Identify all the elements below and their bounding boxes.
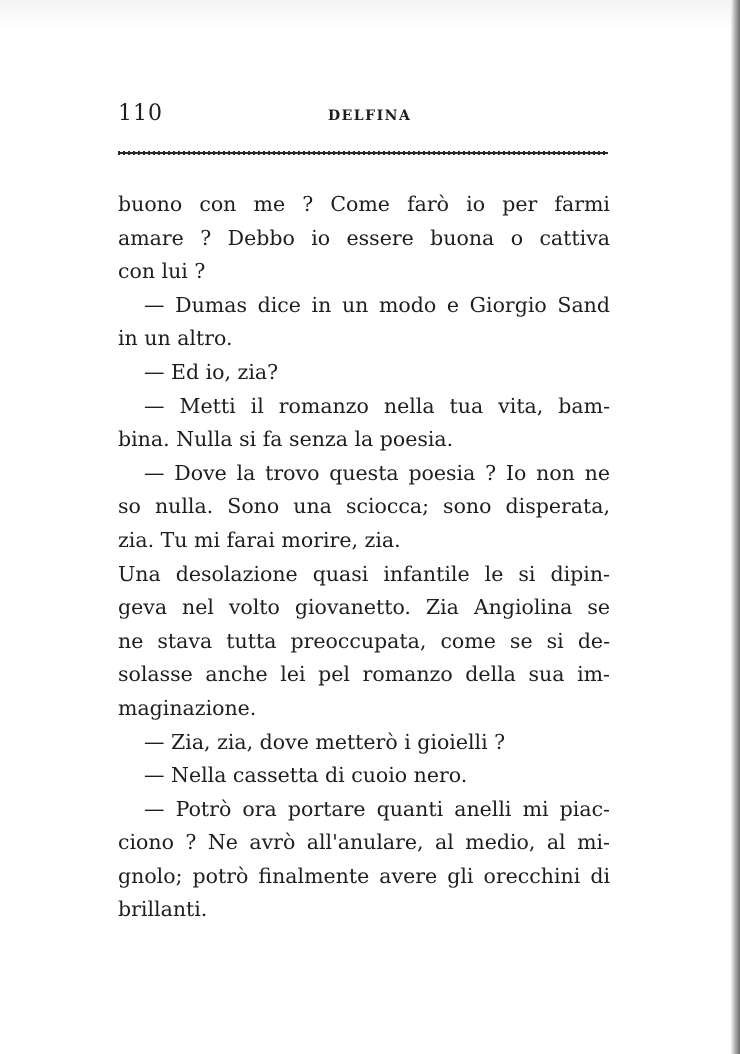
text-line: — Metti il romanzo nella tua vita, bam- (144, 393, 610, 418)
text-line: geva nel volto giovanetto. Zia Angiolina se (118, 595, 610, 620)
text-line: — Nella cassetta di cuoio nero. (144, 763, 468, 788)
text-line: in un altro. (118, 326, 233, 351)
decorative-border (118, 148, 608, 158)
text-line: — Dove la trovo questa poesia ? Io non ne (144, 460, 610, 485)
text-line: — Ed io, zia? (144, 359, 279, 384)
page-top-shading (0, 0, 740, 30)
text-line: ciono ? Ne avrò all'anulare, al medio, al mi- (118, 830, 610, 855)
body-text (118, 188, 610, 927)
text-line: amare ? Debbo io essere buona o cattiva (118, 225, 610, 250)
page-number: 110 (118, 101, 163, 126)
text-line: buono con me ? Come farò io per farmi (118, 192, 610, 216)
text-line: — Zia, zia, dove metterò i gioielli ? (144, 729, 506, 754)
page-header (118, 101, 608, 135)
text-line: bina. Nulla si fa senza la poesia. (118, 427, 454, 452)
text-line: brillanti. (118, 897, 208, 922)
text-line: solasse anche lei pel romanzo della sua im- (118, 662, 610, 687)
text-line: zia. Tu mi farai morire, zia. (118, 527, 401, 552)
text-line: — Potrò ora portare quanti anelli mi piac- (144, 796, 610, 821)
text-line: — Dumas dice in un modo e Giorgio Sand (144, 292, 610, 317)
text-line: con lui ? (118, 259, 206, 284)
text-line: ne stava tutta preoccupata, come se si de- (118, 628, 610, 653)
text-line: Una desolazione quasi infantile le si dipin- (118, 561, 610, 586)
page-binding-edge (731, 0, 740, 1054)
text-line: maginazione. (118, 695, 257, 720)
running-title: DELFINA (328, 108, 412, 124)
text-line: so nulla. Sono una sciocca; sono disperata, (118, 494, 610, 519)
text-line: gnolo; potrò finalmente avere gli orecchini di (118, 863, 610, 888)
